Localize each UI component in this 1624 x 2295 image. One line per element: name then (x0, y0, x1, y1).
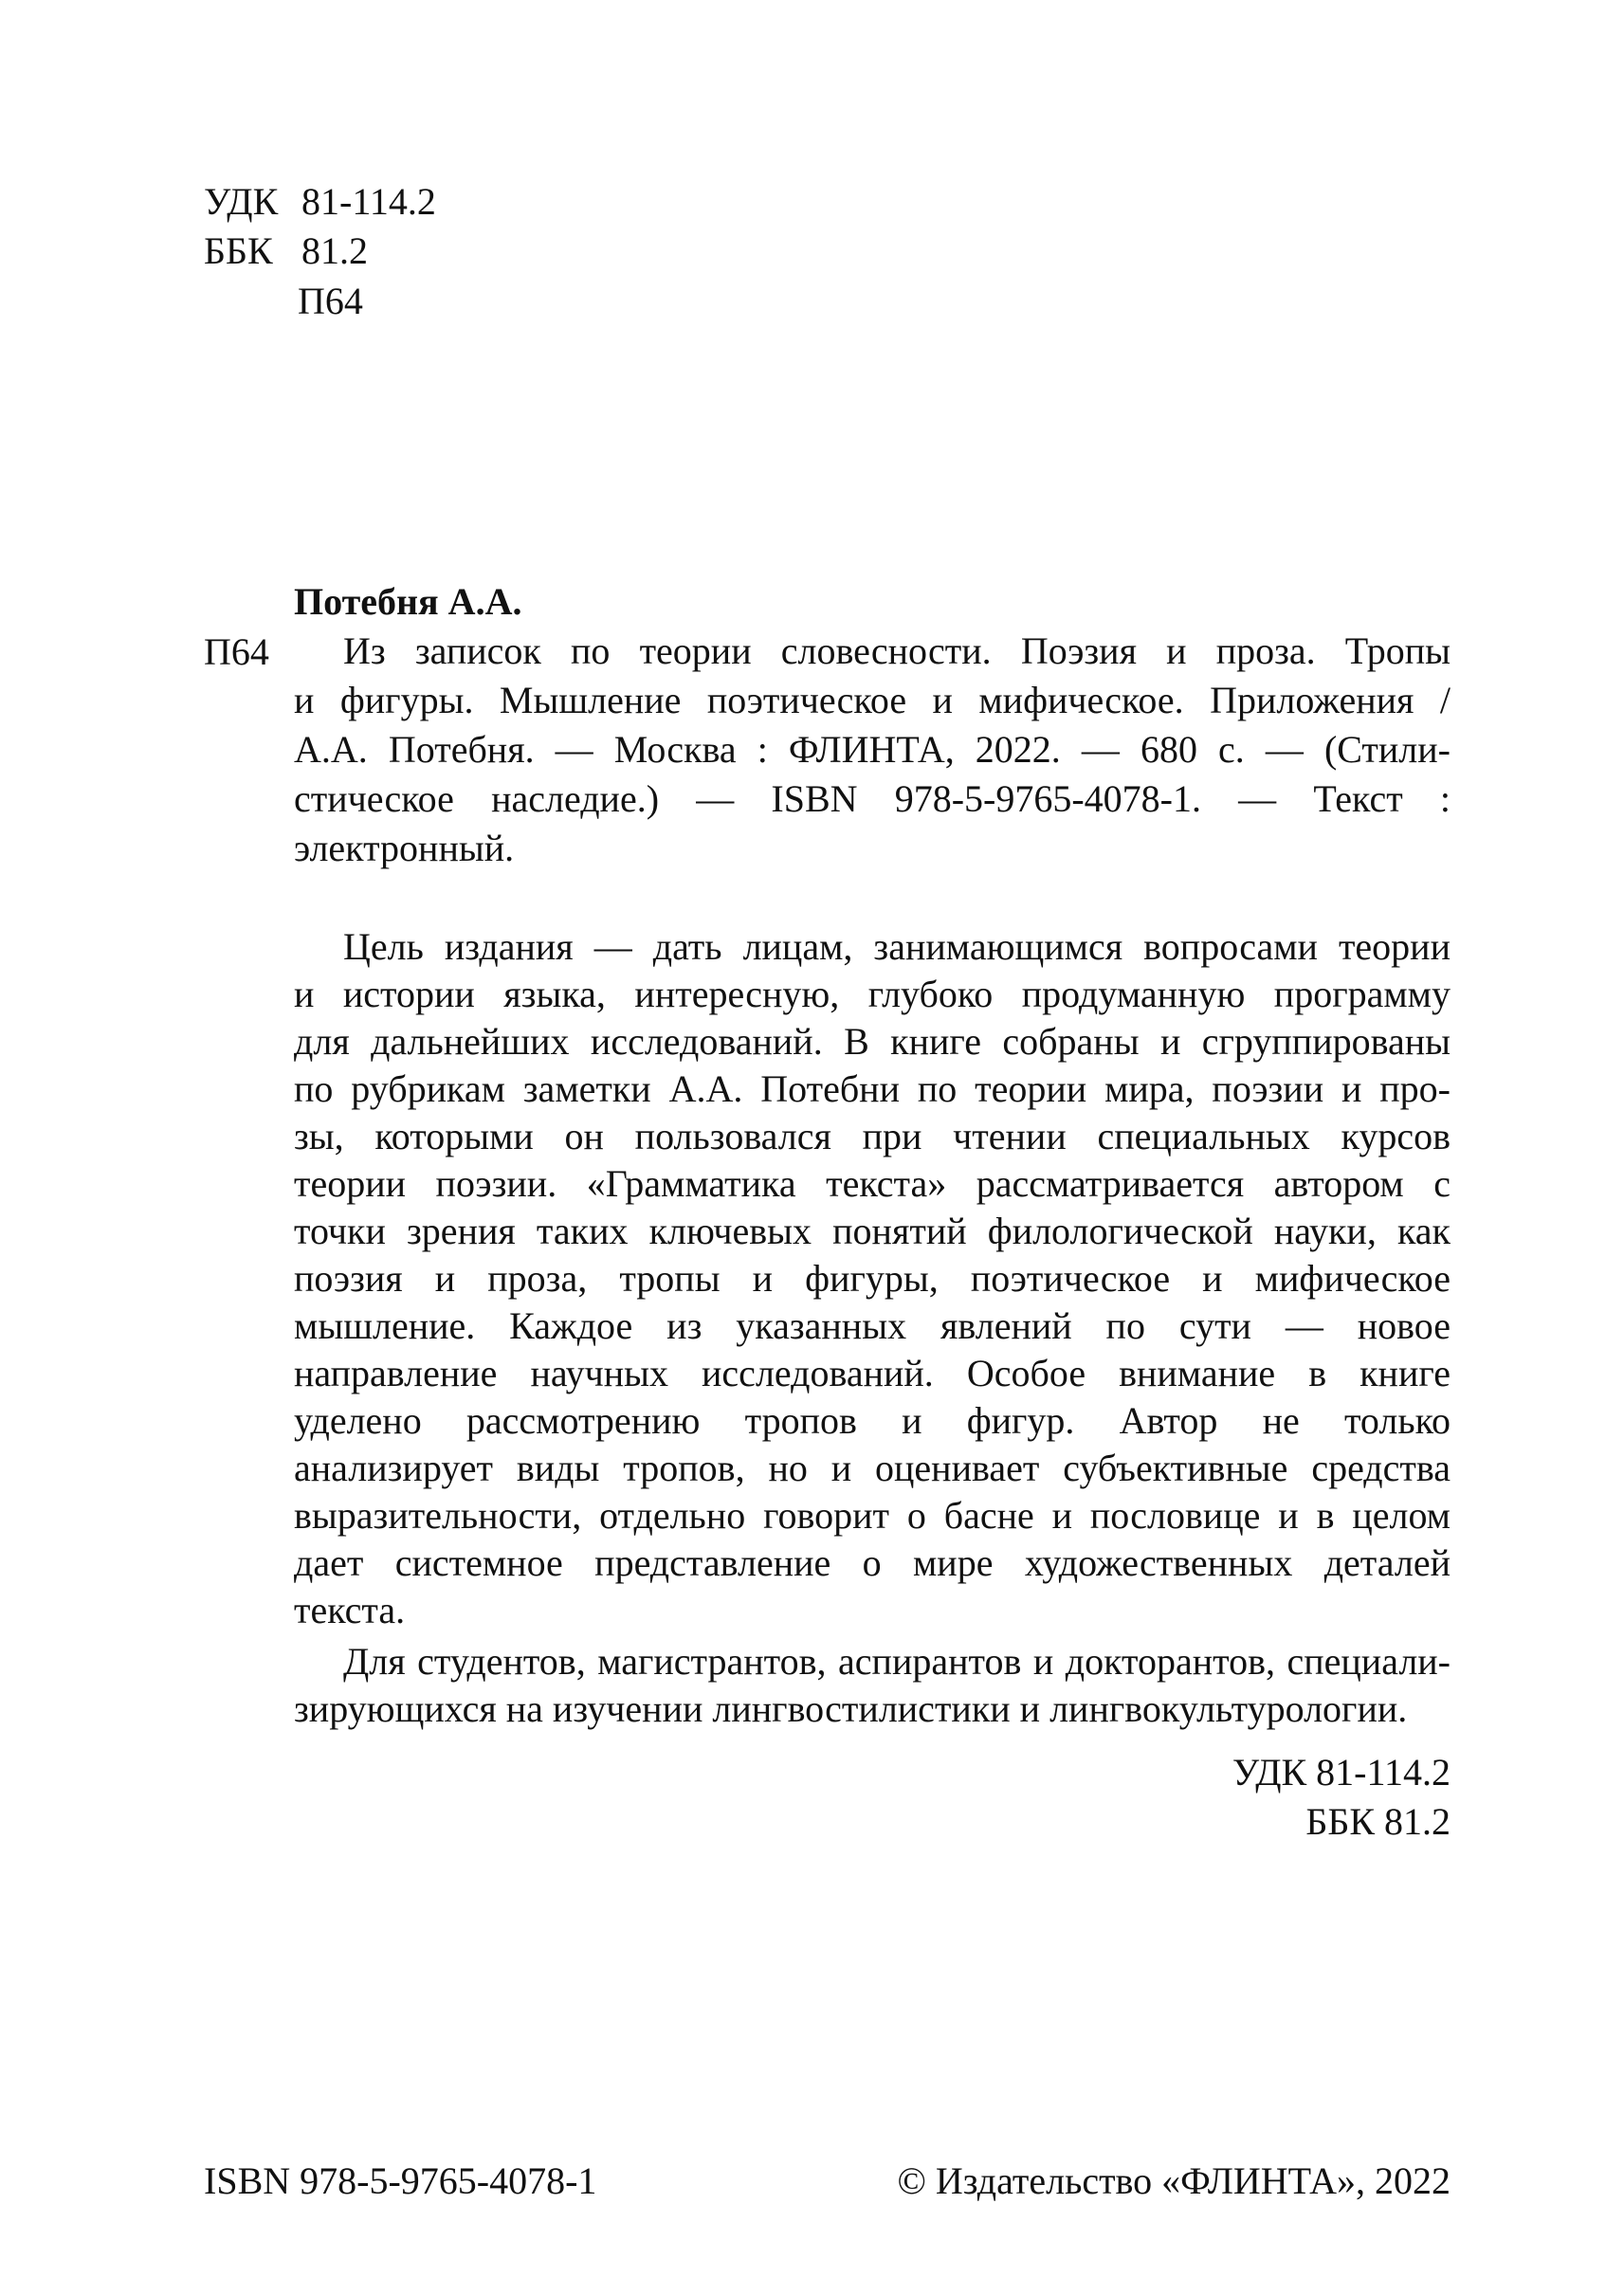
abstract-line: теории поэзии. «Грамматика текста» рассматривается автором с (294, 1162, 1451, 1205)
bibliographic-line: стическое наследие.) — ISBN 978-5-9765-4078-1. — Текст : (294, 777, 1451, 820)
abstract-line: дает системное представление о мире художественных деталей (294, 1541, 1451, 1584)
abstract-line: мышление. Каждое из указанных явлений по сути — новое (294, 1304, 1451, 1347)
udk-label: УДК (204, 180, 279, 223)
abstract-line: для дальнейших исследований. В книге собраны и сгруппированы (294, 1020, 1451, 1063)
bibliographic-line: А.А. Потебня. — Москва : ФЛИНТА, 2022. — 680 с. — (Стили- (294, 728, 1451, 771)
isbn-footer: ISBN 978-5-9765-4078-1 (204, 2159, 597, 2202)
abstract-line: точки зрения таких ключевых понятий филологической науки, как (294, 1210, 1451, 1252)
abstract-line: текста. (294, 1589, 406, 1631)
bbk-code-top (204, 228, 368, 275)
abstract-line: поэзия и проза, тропы и фигуры, поэтическое и мифическое (294, 1257, 1451, 1300)
udk-code-bottom: УДК 81-114.2 (1232, 1751, 1451, 1794)
udk-code-top (204, 178, 436, 226)
abstract-line: Цель издания — дать лицам, занимающимся вопросами теории (343, 925, 1451, 968)
abstract-line: уделено рассмотрению тропов и фигур. Автор не только (294, 1399, 1451, 1442)
bbk-value: 81.2 (301, 229, 368, 272)
audience-line: зирующихся на изучении лингвостилистики и лингвокультурологии. (294, 1687, 1408, 1730)
audience-line: Для студентов, магистрантов, аспирантов и докторантов, специали- (343, 1640, 1451, 1683)
abstract-line: по рубрикам заметки А.А. Потебни по теории мира, поэзии и про- (294, 1067, 1451, 1110)
cutter-code-top: П64 (298, 280, 363, 322)
cutter-code-side: П64 (204, 630, 269, 673)
bbk-label: ББК (204, 229, 273, 272)
abstract-line: анализирует виды тропов, но и оценивает субъективные средства (294, 1447, 1451, 1489)
bibliographic-line: Из записок по теории словесности. Поэзия и проза. Тропы (343, 629, 1451, 672)
abstract-line: зы, которыми он пользовался при чтении специальных курсов (294, 1115, 1451, 1157)
bibliographic-line: и фигуры. Мышление поэтическое и мифическое. Приложения / (294, 679, 1451, 721)
abstract-line: и истории языка, интересную, глубоко продуманную программу (294, 973, 1451, 1015)
author-heading: Потебня А.А. (294, 580, 522, 623)
abstract-line: направление научных исследований. Особое внимание в книге (294, 1352, 1451, 1394)
abstract-line: выразительности, отдельно говорит о басне и пословице и в целом (294, 1494, 1451, 1537)
udk-value: 81-114.2 (301, 180, 436, 223)
copyright-notice: © Издательство «ФЛИНТА», 2022 (897, 2159, 1451, 2202)
bbk-code-bottom: ББК 81.2 (1305, 1800, 1451, 1843)
bibliographic-line: электронный. (294, 827, 515, 869)
